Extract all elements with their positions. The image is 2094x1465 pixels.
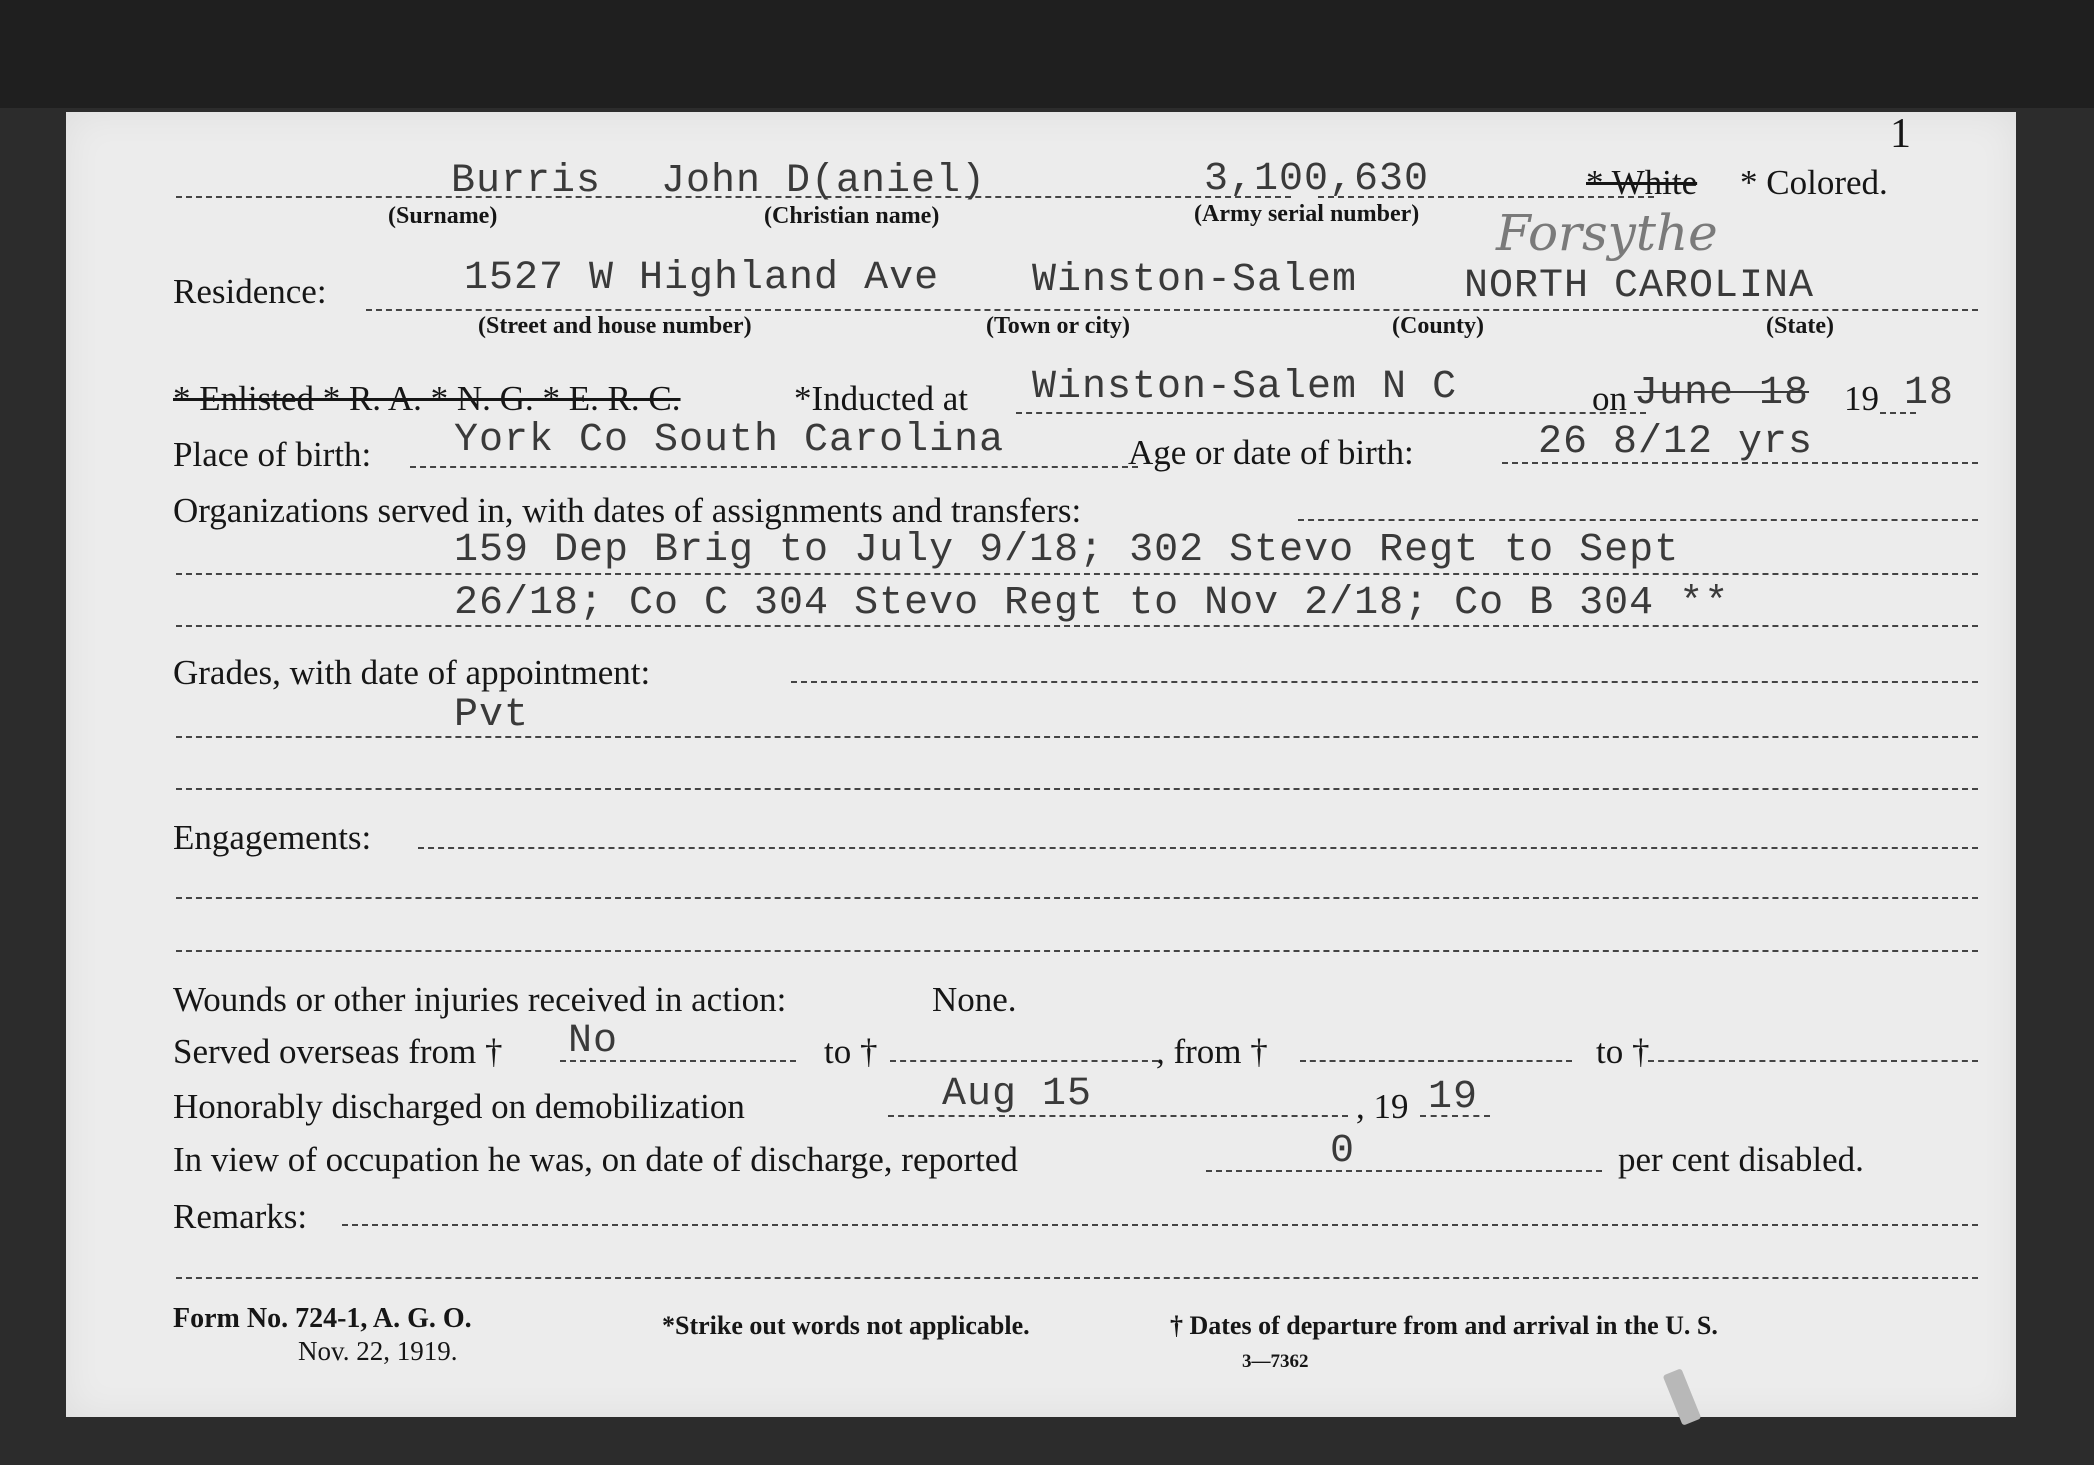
grades-label: Grades, with date of appointment: xyxy=(173,653,651,692)
colored-option: * Colored. xyxy=(1740,163,1888,202)
residence-label: Residence: xyxy=(173,272,327,311)
town-value: Winston-Salem xyxy=(1032,258,1358,303)
page-number: 1 xyxy=(1890,111,1911,157)
discharge-year-suffix: 19 xyxy=(1428,1075,1479,1120)
engagements-label: Engagements: xyxy=(173,818,372,857)
state-value: NORTH CAROLINA xyxy=(1464,264,1815,309)
disability-suffix: per cent disabled. xyxy=(1618,1140,1864,1179)
on-label: on xyxy=(1592,379,1627,418)
organizations-text-2: 26/18; Co C 304 Stevo Regt to Nov 2/18; Co B 304 ** xyxy=(454,581,1730,626)
engagements-line-1 xyxy=(176,897,1978,899)
overseas-to2-label: to † xyxy=(1596,1032,1650,1071)
disability-label: In view of occupation he was, on date of discharge, reported xyxy=(173,1140,1018,1179)
street-value: 1527 W Highland Ave xyxy=(464,256,940,301)
serial-caption: (Army serial number) xyxy=(1194,201,1420,227)
birth-place-line xyxy=(410,466,1138,468)
engagements-line-0 xyxy=(418,847,1978,849)
grades-line-1 xyxy=(176,736,1978,738)
induction-year-prefix: 19 xyxy=(1844,379,1879,418)
overseas-to2-line xyxy=(1648,1060,1978,1062)
grades-value: Pvt xyxy=(454,693,530,738)
age-value: 26 8/12 yrs xyxy=(1538,420,1814,465)
enlisted-options: * Enlisted * R. A. * N. G. * E. R. C. xyxy=(173,379,681,418)
scanner-background xyxy=(0,0,2094,108)
discharge-year-prefix: , 19 xyxy=(1356,1087,1409,1126)
overseas-to-line xyxy=(890,1060,1158,1062)
white-option: * White xyxy=(1586,163,1698,202)
overseas-from-value: No xyxy=(568,1019,619,1064)
disability-value: 0 xyxy=(1330,1129,1356,1174)
induction-date: June 18 xyxy=(1634,371,1810,416)
birth-place-value: York Co South Carolina xyxy=(454,418,1005,463)
residence-line xyxy=(366,309,1978,311)
organizations-line-0 xyxy=(1298,519,1978,521)
discharge-date-value: Aug 15 xyxy=(942,1072,1093,1117)
induction-year-suffix: 18 xyxy=(1904,371,1955,416)
organizations-label: Organizations served in, with dates of assignments and transfers: xyxy=(173,491,1082,530)
overseas-to-label: to † xyxy=(824,1032,878,1071)
form-date: Nov. 22, 1919. xyxy=(298,1336,458,1366)
county-caption: (County) xyxy=(1392,313,1485,339)
print-code: 3—7362 xyxy=(1242,1351,1309,1372)
street-caption: (Street and house number) xyxy=(478,313,752,339)
grades-line-0 xyxy=(791,681,1978,683)
inducted-place-line xyxy=(1016,412,1646,414)
remarks-line-1 xyxy=(176,1277,1978,1279)
overseas-from2-line xyxy=(1300,1060,1572,1062)
inducted-label: *Inducted at xyxy=(794,379,968,418)
inducted-place-value: Winston-Salem N C xyxy=(1032,365,1458,410)
grades-line-2 xyxy=(176,788,1978,790)
organizations-line-1 xyxy=(176,573,1978,575)
age-label: Age or date of birth: xyxy=(1128,433,1414,472)
wounds-label: Wounds or other injuries received in action: xyxy=(173,980,787,1019)
wounds-value: None. xyxy=(932,980,1017,1019)
overseas-from-label: Served overseas from † xyxy=(173,1032,503,1071)
christian-name-caption: (Christian name) xyxy=(764,203,940,229)
state-caption: (State) xyxy=(1766,313,1834,339)
discharge-label: Honorably discharged on demobilization xyxy=(173,1087,745,1126)
engagements-line-2 xyxy=(176,950,1978,952)
christian-name-value: John D(aniel) xyxy=(661,159,987,204)
surname-caption: (Surname) xyxy=(388,203,498,229)
town-caption: (Town or city) xyxy=(986,313,1130,339)
strike-out-note: *Strike out words not applicable. xyxy=(662,1311,1030,1340)
disability-line xyxy=(1206,1170,1602,1172)
surname-value: Burris xyxy=(451,159,602,204)
serial-value: 3,100,630 xyxy=(1204,157,1430,202)
overseas-from2-label: , from † xyxy=(1156,1032,1268,1071)
county-handwritten: Forsythe xyxy=(1496,204,1718,262)
birth-place-label: Place of birth: xyxy=(173,435,372,474)
remarks-line-0 xyxy=(342,1224,1978,1226)
form-number: Form No. 724-1, A. G. O. xyxy=(173,1303,472,1334)
dates-note: † Dates of departure from and arrival in the U. S. xyxy=(1170,1311,1718,1340)
remarks-label: Remarks: xyxy=(173,1197,308,1236)
service-record-card xyxy=(66,112,2016,1417)
organizations-text-1: 159 Dep Brig to July 9/18; 302 Stevo Regt to Sept xyxy=(454,528,1680,573)
